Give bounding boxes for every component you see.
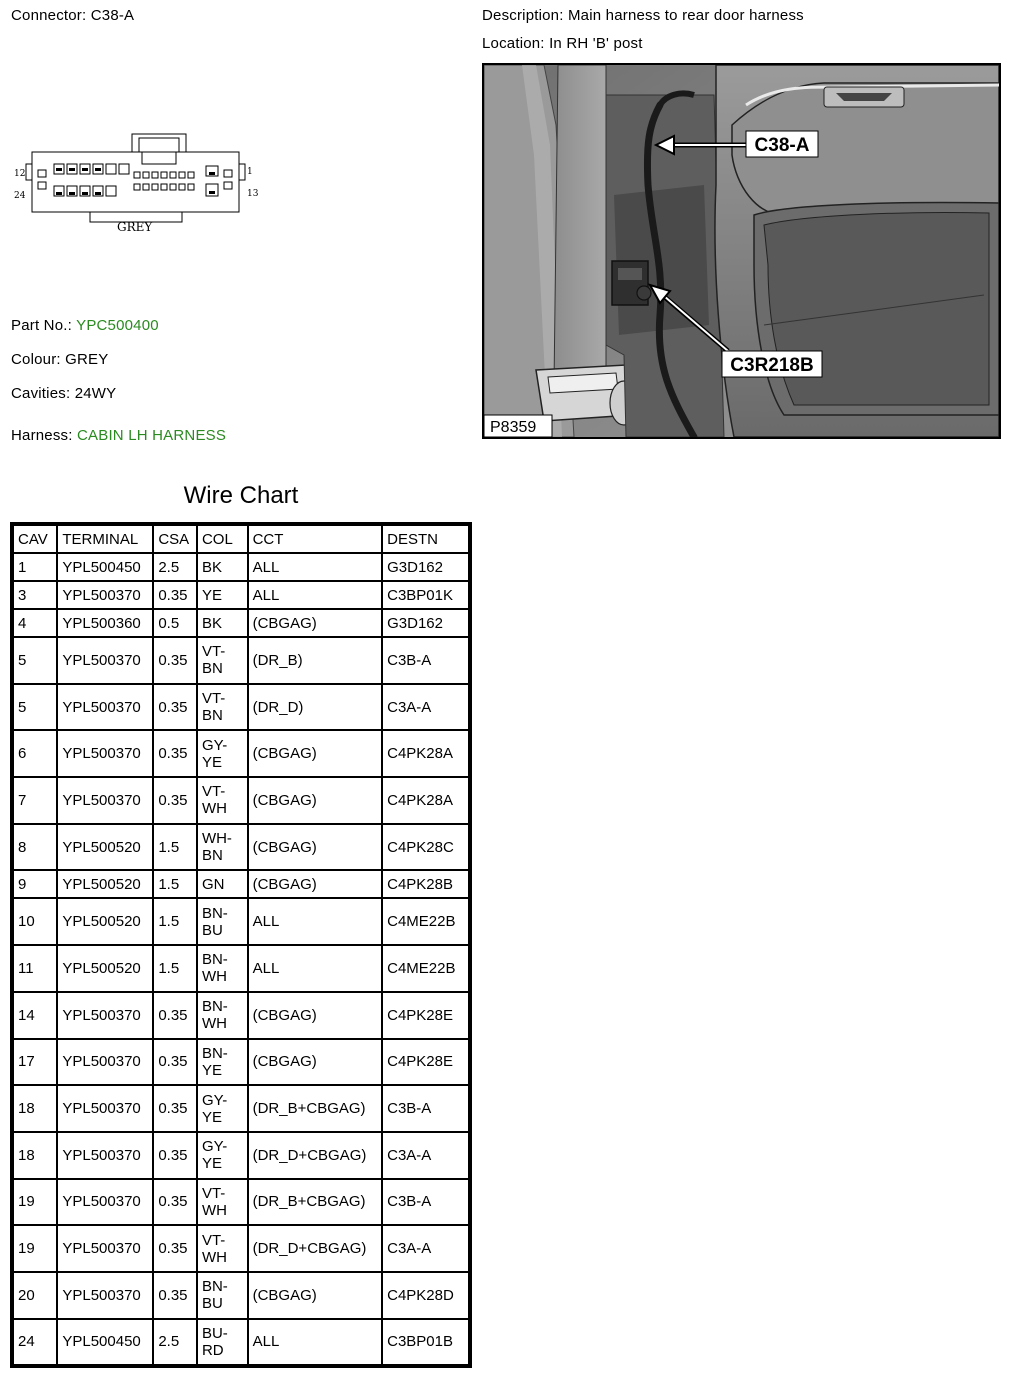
- cell-cav: 18: [13, 1085, 57, 1132]
- pin-label-1: 1: [247, 167, 253, 177]
- cell-col-part: BK: [201, 558, 222, 576]
- cell-cct: (CBGAG): [248, 870, 383, 898]
- cell-col-part: YE: [201, 1061, 222, 1079]
- cell-csa: 0.35: [153, 730, 197, 777]
- pin-label-24: 24: [14, 191, 26, 201]
- cell-terminal: YPL500370: [57, 684, 153, 731]
- header-csa: CSA: [153, 525, 197, 553]
- cell-col: [197, 1225, 248, 1272]
- colour-label: Colour:: [11, 351, 61, 368]
- cell-destn: G3D162: [382, 553, 469, 581]
- cell-destn: C3A-A: [382, 1225, 469, 1272]
- cell-col-part: BN-: [201, 998, 228, 1016]
- cell-cav: 5: [13, 637, 57, 684]
- connector-label: Connector:: [11, 7, 87, 24]
- cell-destn: C4PK28A: [382, 730, 469, 777]
- pin-label-13: 13: [247, 189, 259, 199]
- cell-col-part: BN: [201, 847, 223, 865]
- cell-col-part: BK: [201, 614, 222, 632]
- cell-cav: 1: [13, 553, 57, 581]
- cell-destn: C4PK28C: [382, 824, 469, 871]
- table-row: [13, 684, 469, 731]
- header-col: COL: [197, 525, 248, 553]
- colour-line: [11, 351, 108, 368]
- cell-cav: 4: [13, 609, 57, 637]
- callout-c38-a: C38-A: [754, 135, 810, 156]
- cell-destn: C3B-A: [382, 637, 469, 684]
- cell-destn: C3BP01B: [382, 1319, 469, 1366]
- table-row: [13, 1225, 469, 1272]
- table-header-row: [13, 525, 469, 553]
- cell-col-part: BN: [201, 660, 223, 678]
- wire-chart-body: [13, 553, 469, 1365]
- cell-terminal: YPL500520: [57, 898, 153, 945]
- cell-cct: (DR_D+CBGAG): [248, 1225, 383, 1272]
- cell-terminal: YPL500370: [57, 777, 153, 824]
- cell-destn: C3BP01K: [382, 581, 469, 609]
- location-label: Location:: [482, 35, 545, 52]
- cell-col-part: BU: [201, 1295, 223, 1313]
- cell-terminal: YPL500370: [57, 1039, 153, 1086]
- cell-col-part: WH: [201, 800, 227, 818]
- connector-line: [11, 7, 134, 24]
- wire-chart-title: Wire Chart: [183, 482, 299, 509]
- cell-col: [197, 824, 248, 871]
- harness-link[interactable]: CABIN LH HARNESS: [77, 427, 227, 444]
- cell-col: [197, 1272, 248, 1319]
- cell-csa: 0.35: [153, 992, 197, 1039]
- cell-col-part: GY-: [201, 1091, 228, 1109]
- cell-cav: 6: [13, 730, 57, 777]
- cavities-label: Cavities:: [11, 385, 71, 402]
- cell-cct: (DR_B+CBGAG): [248, 1085, 383, 1132]
- cell-csa: 0.35: [153, 637, 197, 684]
- cell-destn: G3D162: [382, 609, 469, 637]
- photo-id: P8359: [490, 419, 537, 436]
- cell-cct: (CBGAG): [248, 824, 383, 871]
- cell-cct: (CBGAG): [248, 609, 383, 637]
- table-row: [13, 609, 469, 637]
- cell-csa: 0.35: [153, 684, 197, 731]
- cell-col-part: WH: [201, 1015, 227, 1033]
- cell-terminal: YPL500370: [57, 730, 153, 777]
- table-row: [13, 1132, 469, 1179]
- connector-face-diagram: [10, 128, 270, 238]
- connector-value: C38-A: [90, 7, 135, 24]
- cell-cav: 11: [13, 945, 57, 992]
- cell-cct: (CBGAG): [248, 777, 383, 824]
- callout-c3r218b: C3R218B: [730, 355, 814, 376]
- cell-col-part: YE: [201, 1108, 222, 1126]
- cell-cav: 9: [13, 870, 57, 898]
- cell-col-part: WH: [201, 1248, 227, 1266]
- description-label: Description:: [482, 7, 564, 24]
- cell-col: [197, 684, 248, 731]
- cell-terminal: YPL500370: [57, 1085, 153, 1132]
- cell-col-part: BN-: [201, 1044, 228, 1062]
- cell-csa: 2.5: [153, 553, 197, 581]
- cell-cct: (CBGAG): [248, 1039, 383, 1086]
- cell-col: [197, 870, 248, 898]
- cell-col: [197, 1179, 248, 1226]
- cell-col: [197, 1085, 248, 1132]
- table-row: [13, 870, 469, 898]
- cell-col: [197, 992, 248, 1039]
- cell-col-part: BN-: [201, 951, 228, 969]
- cell-destn: C4PK28E: [382, 992, 469, 1039]
- table-row: [13, 581, 469, 609]
- cell-col: [197, 730, 248, 777]
- cell-csa: 1.5: [153, 945, 197, 992]
- cell-col: [197, 609, 248, 637]
- cell-cav: 17: [13, 1039, 57, 1086]
- cell-cav: 14: [13, 992, 57, 1039]
- cell-cct: ALL: [248, 581, 383, 609]
- table-row: [13, 1319, 469, 1366]
- header-cct: CCT: [248, 525, 383, 553]
- cell-csa: 0.5: [153, 609, 197, 637]
- harness-line: [11, 427, 226, 444]
- part-no-link[interactable]: YPC500400: [76, 317, 159, 334]
- cell-col-part: WH: [201, 1201, 227, 1219]
- cell-destn: C3B-A: [382, 1085, 469, 1132]
- cell-col-part: YE: [201, 586, 222, 604]
- cell-destn: C4PK28E: [382, 1039, 469, 1086]
- location-value: In RH 'B' post: [549, 35, 643, 52]
- cell-csa: 1.5: [153, 824, 197, 871]
- cell-col-part: VT-: [201, 783, 226, 801]
- cell-terminal: YPL500520: [57, 824, 153, 871]
- cell-terminal: YPL500520: [57, 945, 153, 992]
- header-cav: CAV: [13, 525, 57, 553]
- table-row: [13, 1085, 469, 1132]
- cell-destn: C3B-A: [382, 1179, 469, 1226]
- cell-csa: 0.35: [153, 1132, 197, 1179]
- cell-cct: (DR_B): [248, 637, 383, 684]
- cell-destn: C4ME22B: [382, 945, 469, 992]
- cell-cct: ALL: [248, 898, 383, 945]
- cell-col-part: YE: [201, 753, 222, 771]
- cell-cav: 24: [13, 1319, 57, 1366]
- cell-cav: 18: [13, 1132, 57, 1179]
- cell-cct: (CBGAG): [248, 1272, 383, 1319]
- cavities-line: [11, 385, 116, 402]
- table-row: [13, 992, 469, 1039]
- cell-csa: 0.35: [153, 1179, 197, 1226]
- cell-cct: (CBGAG): [248, 992, 383, 1039]
- table-row: [13, 1039, 469, 1086]
- part-no-label: Part No.:: [11, 317, 72, 334]
- cell-col-part: GY-: [201, 736, 228, 754]
- cell-col-part: RD: [201, 1341, 224, 1359]
- table-row: [13, 1179, 469, 1226]
- cell-terminal: YPL500450: [57, 1319, 153, 1366]
- cell-csa: 2.5: [153, 1319, 197, 1366]
- cell-col: [197, 553, 248, 581]
- wire-chart-table: [10, 522, 472, 1368]
- cell-col-part: GN: [201, 875, 225, 893]
- cell-cct: ALL: [248, 1319, 383, 1366]
- cell-csa: 0.35: [153, 777, 197, 824]
- cell-col-part: VT-: [201, 1231, 226, 1249]
- cell-terminal: YPL500450: [57, 553, 153, 581]
- description-line: [482, 7, 804, 24]
- cell-csa: 0.35: [153, 1085, 197, 1132]
- cell-cav: 8: [13, 824, 57, 871]
- cavities-value: 24WY: [74, 385, 117, 402]
- cell-cav: 19: [13, 1179, 57, 1226]
- cell-col: [197, 945, 248, 992]
- cell-terminal: YPL500360: [57, 609, 153, 637]
- header-destn: DESTN: [382, 525, 469, 553]
- cell-col-part: VT-: [201, 643, 226, 661]
- part-no-line: [11, 317, 159, 334]
- table-row: [13, 898, 469, 945]
- cell-col: [197, 777, 248, 824]
- table-row: [13, 1272, 469, 1319]
- cell-col-part: WH: [201, 968, 227, 986]
- cell-col-part: VT-: [201, 1184, 226, 1202]
- location-line: [482, 35, 643, 52]
- cell-col-part: BU-: [201, 1324, 228, 1342]
- cell-csa: 1.5: [153, 870, 197, 898]
- cell-col-part: BN-: [201, 904, 228, 922]
- cell-destn: C4PK28B: [382, 870, 469, 898]
- cell-col: [197, 898, 248, 945]
- cell-cav: 3: [13, 581, 57, 609]
- cell-cav: 20: [13, 1272, 57, 1319]
- cell-cav: 7: [13, 777, 57, 824]
- cell-cct: ALL: [248, 945, 383, 992]
- cell-col-part: BU: [201, 921, 223, 939]
- cell-terminal: YPL500370: [57, 637, 153, 684]
- cell-col-part: YE: [201, 1155, 222, 1173]
- pin-label-12: 12: [14, 169, 26, 179]
- cell-csa: 0.35: [153, 1039, 197, 1086]
- table-row: [13, 730, 469, 777]
- cell-terminal: YPL500520: [57, 870, 153, 898]
- cell-cav: 19: [13, 1225, 57, 1272]
- cell-destn: C4PK28A: [382, 777, 469, 824]
- cell-terminal: YPL500370: [57, 992, 153, 1039]
- cell-terminal: YPL500370: [57, 1132, 153, 1179]
- cell-cav: 10: [13, 898, 57, 945]
- header-terminal: TERMINAL: [57, 525, 153, 553]
- cell-destn: C3A-A: [382, 684, 469, 731]
- cell-col-part: GY-: [201, 1138, 228, 1156]
- cell-col: [197, 581, 248, 609]
- cell-col: [197, 1039, 248, 1086]
- cell-terminal: YPL500370: [57, 1225, 153, 1272]
- cell-col-part: VT-: [201, 690, 226, 708]
- diagram-colour-text: GREY: [117, 220, 153, 234]
- cell-csa: 0.35: [153, 581, 197, 609]
- cell-cct: ALL: [248, 553, 383, 581]
- table-row: [13, 945, 469, 992]
- cell-col: [197, 1132, 248, 1179]
- cell-col: [197, 1319, 248, 1366]
- table-row: [13, 777, 469, 824]
- cell-destn: C4ME22B: [382, 898, 469, 945]
- cell-cct: (CBGAG): [248, 730, 383, 777]
- cell-csa: 0.35: [153, 1272, 197, 1319]
- cell-csa: 1.5: [153, 898, 197, 945]
- cell-col-part: BN: [201, 707, 223, 725]
- table-row: [13, 637, 469, 684]
- location-photo: [482, 63, 1001, 439]
- cell-destn: C4PK28D: [382, 1272, 469, 1319]
- cell-cct: (DR_D+CBGAG): [248, 1132, 383, 1179]
- cell-terminal: YPL500370: [57, 581, 153, 609]
- cell-terminal: YPL500370: [57, 1179, 153, 1226]
- colour-value: GREY: [65, 351, 109, 368]
- harness-label: Harness:: [11, 427, 73, 444]
- cell-cct: (DR_B+CBGAG): [248, 1179, 383, 1226]
- description-value: Main harness to rear door harness: [567, 7, 804, 24]
- cell-destn: C3A-A: [382, 1132, 469, 1179]
- cell-csa: 0.35: [153, 1225, 197, 1272]
- cell-cct: (DR_D): [248, 684, 383, 731]
- cell-col: [197, 637, 248, 684]
- cell-cav: 5: [13, 684, 57, 731]
- cell-col-part: WH-: [201, 830, 232, 848]
- table-row: [13, 553, 469, 581]
- cell-col-part: BN-: [201, 1278, 228, 1296]
- table-row: [13, 824, 469, 871]
- cell-terminal: YPL500370: [57, 1272, 153, 1319]
